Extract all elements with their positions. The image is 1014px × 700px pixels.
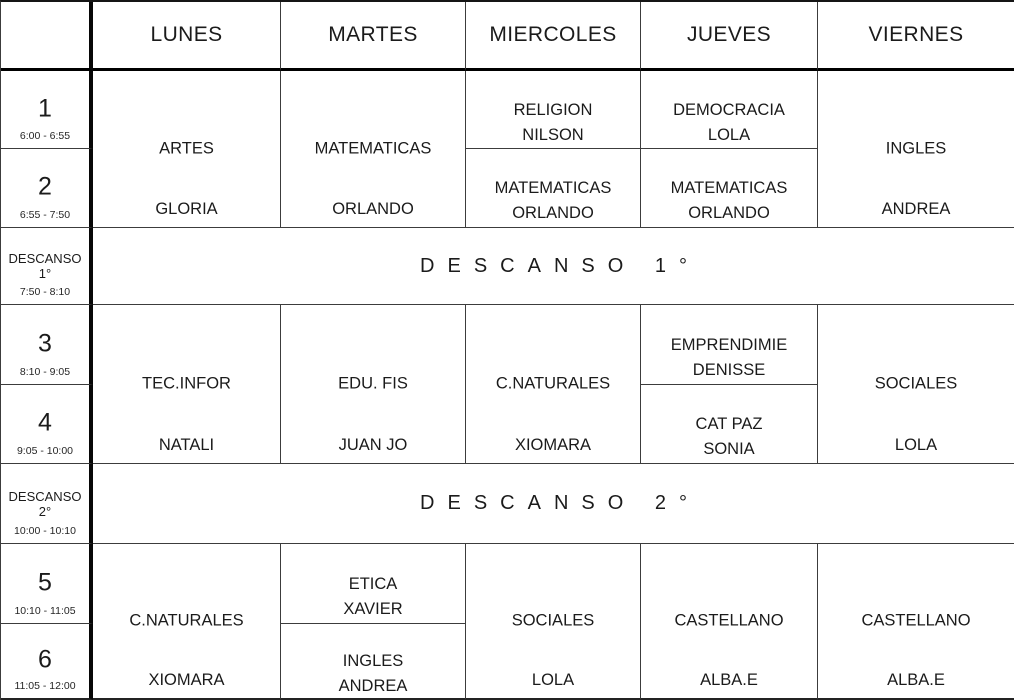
teacher-label: ORLANDO <box>332 200 414 218</box>
teacher-label: GLORIA <box>155 200 218 218</box>
subject-label: EDU. FIS <box>338 374 408 393</box>
teacher-label: SONIA <box>703 440 755 458</box>
class-cell-miercoles-p2 <box>466 149 641 228</box>
day-header-jueves: JUEVES <box>641 2 818 71</box>
class-cell-martes-p5 <box>281 544 466 624</box>
period-cell-6 <box>1 624 93 700</box>
class-cell-jueves-p4 <box>641 385 818 464</box>
subject-label: C.NATURALES <box>129 611 244 630</box>
period-number: 1 <box>38 94 52 123</box>
period-cell-2 <box>1 149 93 228</box>
class-cell-lunes-p3-4 <box>93 305 281 464</box>
period-number: 2 <box>38 172 52 201</box>
subject-label: MATEMATICAS <box>314 139 432 158</box>
period-cell-4 <box>1 385 93 464</box>
subject-label: ARTES <box>159 139 214 158</box>
period-time: 6:00 - 6:55 <box>19 130 71 142</box>
subject-label: EMPRENDIMIE <box>670 335 788 354</box>
class-cell-lunes-p1-2 <box>93 71 281 228</box>
subject-label: SOCIALES <box>511 611 595 630</box>
teacher-label: LOLA <box>531 671 575 689</box>
teacher-label: ANDREA <box>338 677 408 695</box>
class-cell-miercoles-p3-4 <box>466 305 641 464</box>
break-banner-text: DESCANSO 1° <box>420 254 700 277</box>
corner-cell <box>1 2 93 71</box>
teacher-label: XIOMARA <box>148 671 225 689</box>
class-cell-miercoles-p5-6 <box>466 544 641 700</box>
period-number: 3 <box>38 329 52 358</box>
class-cell-jueves-p5-6 <box>641 544 818 700</box>
break-banner-2 <box>93 464 1014 544</box>
day-header-lunes: LUNES <box>93 2 281 71</box>
subject-label: TEC.INFOR <box>142 374 231 393</box>
break-cell-1 <box>1 228 93 305</box>
teacher-label: ANDREA <box>881 200 951 218</box>
class-cell-viernes-p3-4 <box>818 305 1014 464</box>
teacher-label: ALBA.E <box>887 671 945 689</box>
day-header-martes: MARTES <box>281 2 466 71</box>
teacher-label: LOLA <box>894 436 938 454</box>
period-time: 10:10 - 11:05 <box>14 605 76 617</box>
break-label: DESCANSO 2° <box>8 488 82 519</box>
teacher-label: NILSON <box>522 125 584 144</box>
break-banner-1 <box>93 228 1014 305</box>
day-header-miercoles: MIERCOLES <box>466 2 641 71</box>
period-time: 8:10 - 9:05 <box>19 366 71 378</box>
class-cell-martes-p6 <box>281 624 466 700</box>
subject-label: INGLES <box>885 139 947 158</box>
subject-label: SOCIALES <box>874 374 958 393</box>
subject-label: INGLES <box>342 652 404 670</box>
class-cell-jueves-p2 <box>641 149 818 228</box>
class-cell-martes-p1-2 <box>281 71 466 228</box>
class-cell-viernes-p5-6 <box>818 544 1014 700</box>
subject-label: CASTELLANO <box>861 611 971 630</box>
period-time: 6:55 - 7:50 <box>19 209 71 221</box>
teacher-label: DENISSE <box>692 360 766 379</box>
class-cell-miercoles-p1 <box>466 71 641 149</box>
period-number: 6 <box>38 645 52 674</box>
teacher-label: XIOMARA <box>514 436 592 454</box>
period-cell-3 <box>1 305 93 385</box>
subject-label: C.NATURALES <box>495 374 611 393</box>
teacher-label: ORLANDO <box>512 204 594 222</box>
class-cell-lunes-p5-6 <box>93 544 281 700</box>
period-cell-5 <box>1 544 93 624</box>
subject-label: MATEMATICAS <box>670 179 788 197</box>
class-cell-viernes-p1-2 <box>818 71 1014 228</box>
break-cell-2 <box>1 464 93 544</box>
teacher-label: JUAN JO <box>338 436 408 454</box>
subject-label: DEMOCRACIA <box>673 100 785 119</box>
subject-label: RELIGION <box>513 100 593 119</box>
teacher-label: XAVIER <box>343 599 403 618</box>
break-time: 10:00 - 10:10 <box>14 525 76 537</box>
break-banner-text: DESCANSO 2° <box>420 492 700 514</box>
day-header-viernes: VIERNES <box>818 2 1014 71</box>
subject-label: ETICA <box>348 574 398 593</box>
teacher-label: NATALI <box>158 436 215 454</box>
teacher-label: ALBA.E <box>700 671 758 689</box>
period-number: 5 <box>38 568 52 597</box>
break-label: DESCANSO 1° <box>8 251 82 281</box>
subject-label: CAT PAZ <box>695 415 763 433</box>
class-cell-martes-p3-4 <box>281 305 466 464</box>
class-cell-jueves-p3 <box>641 305 818 385</box>
period-cell-1 <box>1 71 93 149</box>
period-time: 9:05 - 10:00 <box>16 445 74 457</box>
teacher-label: ORLANDO <box>688 204 770 222</box>
teacher-label: LOLA <box>707 125 751 144</box>
break-time: 7:50 - 8:10 <box>19 286 71 298</box>
period-number: 4 <box>38 408 52 437</box>
period-time: 11:05 - 12:00 <box>14 680 76 692</box>
class-cell-jueves-p1 <box>641 71 818 149</box>
subject-label: CASTELLANO <box>674 611 784 630</box>
subject-label: MATEMATICAS <box>494 179 612 197</box>
